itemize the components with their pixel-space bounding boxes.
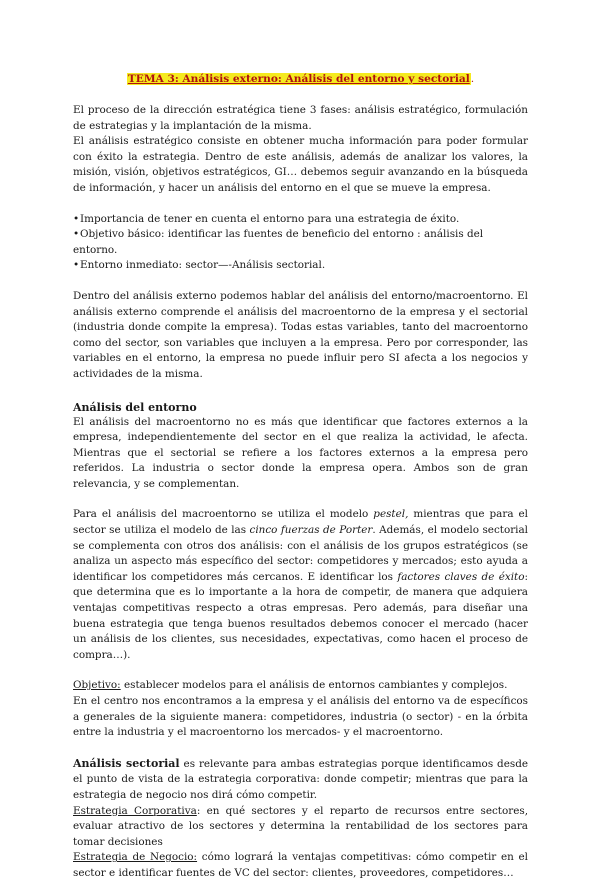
paragraph-sectorial (73, 756, 528, 804)
paragraph-modelos (73, 507, 528, 663)
paragraph-objetivo (73, 678, 528, 694)
text-span: mientras que para el sector se utiliza el modelo de las (73, 508, 528, 537)
paragraph-analisis-externo: Dentro del análisis externo podemos hablar del análisis del entorno/macroentorno. El análisis externo comprende el análisis del macroentorno de la empresa y el sectorial (industria donde compite la empresa). Todas estas variables, tanto del macroentorno como del sector, son variables que incluyen a la empresa. Pero por corresponder, las variables en el entorno, la empresa no puede influir pero SI afecta a los negocios y actividades de la misma. (73, 289, 528, 380)
list-item-text: Importancia de tener en cuenta el entorno para una estrategia de éxito. (80, 212, 460, 225)
heading-analisis-entorno: Análisis del entorno (73, 400, 197, 414)
factores-term: factores claves de éxito (397, 570, 525, 583)
bullet-marker: • (73, 259, 80, 272)
paragraph-centro: En el centro nos encontramos a la empresa y el análisis del entorno va de específicos a generales de la siguiente manera: competidores, industria (o sector) - en la órbita entre la industria y el macroentorno los mercados- y el macroentorno. (73, 695, 528, 739)
sectorial-text: es relevante para ambas estrategias porque identificamos desde el punto de vista de la estrategia corporativa: donde competir; mientras que para la estrategia de negocio nos dirá cómo competir. (73, 757, 528, 801)
negocio-label: Estrategia de Negocio: (73, 851, 198, 864)
intro-paragraph-2: El análisis estratégico consiste en obtener mucha información para poder formular con éxito la estrategia. Dentro de este análisis, además de analizar los valores, la misión, visión, objetivos estratégicos, GI… debemos seguir avanzando en la búsqueda de información, y hacer un análisis del entorno en el que se mueve la empresa. (73, 135, 528, 194)
list-item (73, 258, 528, 274)
paragraph-macroentorno: El análisis del macroentorno no es más que identificar que factores externos a la empresa, independientemente del sector en el que realiza la actividad, le afecta. Mientras que el sectorial se refiere a los factores externos a la empresa pero referidos. La industria o sector donde la empresa opera. Ambos son de gran relevancia, y se complementan. (73, 415, 528, 490)
bullet-list (73, 212, 528, 274)
title-period: . (470, 73, 475, 85)
paragraph-estrategia-negocio (73, 850, 528, 881)
bullet-marker: • (73, 212, 80, 225)
sectorial-label: Análisis sectorial (73, 756, 180, 770)
page-title: TEMA 3: Análisis externo: Análisis del entorno y sectorial (127, 73, 470, 85)
pestel-term: pestel, (373, 508, 409, 521)
corporativa-label: Estrategia Corporativa (73, 804, 197, 817)
bullet-marker: • (73, 228, 80, 241)
intro-paragraph-1: El proceso de la dirección estratégica tiene 3 fases: análisis estratégico, formulación de estrategias y la implantación de la misma. (73, 104, 528, 132)
text-span: . Además, el modelo sectorial se complementa con otros dos análisis: con el análisis de los grupos estratégicos (se analiza un aspecto más específico del sector: competidores y mercados; esto ayuda a identificar los competidores más cercanos. E identificar los (73, 524, 529, 583)
paragraph-estrategia-corporativa (73, 804, 528, 851)
text-span: : que determina que es lo importante a la hora de competir, de manera que adquiera ventajas competitivas respecto a otras empresas. Pero además, para diseñar una buena estrategia que tenga buenos resultados debemos conocer el mercado (hacer un análisis de los clientes, sus necesidades, expectativas, como hacen el proceso de compra…). (73, 570, 528, 661)
objetivo-label: Objetivo: (73, 679, 121, 692)
porter-term: cinco fuerzas de Porter (249, 524, 373, 537)
title-block (73, 72, 528, 86)
list-item (73, 212, 528, 228)
negocio-text: cómo logrará la ventajas competitivas: cómo competir en el sector e identificar fuentes de VC del sector: clientes, proveedores, competidores… (73, 851, 528, 879)
list-item (73, 227, 528, 258)
objetivo-text: establecer modelos para el análisis de entornos cambiantes y complejos. (120, 679, 508, 692)
text-span: Para el análisis del macroentorno se utiliza el modelo (73, 508, 374, 521)
list-item-text: Entorno inmediato: sector—-Análisis sectorial. (80, 259, 326, 272)
list-item-text: Objetivo básico: identificar las fuentes de beneficio del entorno : análisis del entorno. (73, 228, 484, 256)
corporativa-text: : en qué sectores y el reparto de recursos entre sectores, evaluar atractivo de los sectores y determina la rentabilidad de los sectores para tomar decisiones (73, 804, 528, 848)
